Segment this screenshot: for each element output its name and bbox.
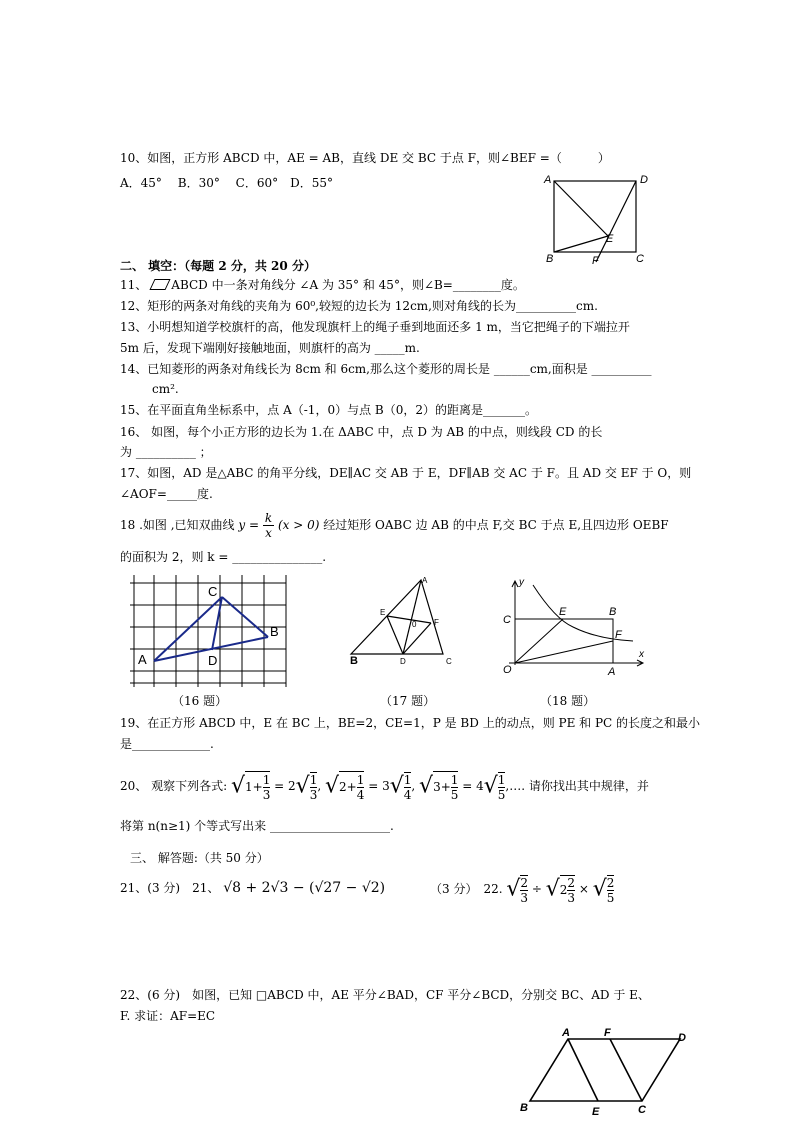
fig18-label-f: F [615, 629, 622, 641]
fig18-label-b: B [609, 606, 617, 618]
fig18-label-a: A [608, 666, 616, 678]
fig16-label-c: C [208, 584, 218, 599]
q22-label-b: B [520, 1102, 528, 1114]
q16-line2: 为 __________ ； [120, 445, 212, 459]
q21-prefix: 21、(3 分) 21、 [120, 881, 220, 895]
q18-post: 经过矩形 OABC 边 AB 的中点 F,交 BC 于点 E,且四边形 OEBF [323, 518, 669, 532]
q22-prefix: （3 分） 22. [430, 882, 503, 896]
q20-eq1: √1+ $\frac{1}{3}$ = 2√ $\frac{1}{3}$ , [230, 772, 322, 803]
q20-eq2-a: 2 [339, 780, 347, 795]
q14-line2: cm². [152, 382, 179, 396]
caption-17: （17 题） [380, 694, 436, 708]
q20-line2: 将第 n(n≥1) 个等式写出来 ____________________. [120, 819, 394, 833]
q21-expr: √8 + 2√3 − (√27 − √2) [223, 880, 386, 896]
fig18-label-x: x [639, 649, 644, 660]
q20-eq1-coef: 2 [288, 779, 296, 794]
q14-line1: 14、已知菱形的两条对角线长为 8cm 和 6cm,那么这个菱形的周长是 ______cm,面积是 __________ [120, 362, 652, 376]
fig17-label-f: F [434, 618, 439, 627]
caption-18: （18 题） [540, 694, 596, 708]
fig18-label-y: y [519, 577, 524, 588]
fig17-label-c: C [446, 657, 452, 666]
q22-figure [510, 1025, 690, 1120]
q18-num: k [264, 511, 273, 525]
q15: 15、在平面直角坐标系中，点 A（-1，0）与点 B（0，2）的距离是_______。 [120, 403, 537, 417]
fig17-label-b: B [350, 655, 358, 667]
q20-eq2-num: 1 [356, 773, 365, 788]
q13-line2: 5m 后，发现下端刚好接触地面，则旗杆的高为 _____m. [120, 341, 420, 355]
q19-line1: 19、在正方形 ABCD 中，E 在 BC 上，BE=2，CE=1，P 是 BD 上的动点，则 PE 和 PC 的长度之和最小 [120, 716, 701, 730]
q20-eq2-den: 4 [356, 788, 365, 803]
q20-suffix: ,…. 请你找出其中规律，并 [505, 779, 649, 793]
fig16-label-d: D [208, 653, 218, 668]
fig17-label-d: D [400, 657, 406, 666]
q20-eq2-coef: 3 [382, 779, 390, 794]
q20-eq1-num: 1 [262, 773, 271, 788]
q11 [120, 277, 525, 293]
q10-label-b: B [546, 253, 554, 265]
q10-label-d: D [640, 174, 648, 186]
q22-label-f: F [604, 1027, 611, 1039]
q22-label-a: A [562, 1027, 570, 1039]
q20-eq3-a: 3 [433, 780, 441, 795]
q20-eq1-rnum: 1 [309, 772, 318, 787]
q20-line1 [120, 768, 649, 804]
q20-eq3-num: 1 [450, 773, 459, 788]
q11-text: ABCD 中一条对角线分 ∠A 为 35° 和 45°，则∠B=________度。 [171, 278, 525, 292]
q22-f2d: 3 [567, 890, 576, 905]
fig16 [130, 575, 290, 690]
q10-options: A．45° B．30° C．60° D．55° [120, 176, 333, 190]
q18-line2: 的面积为 2，则 k = _______________. [120, 550, 327, 564]
q22-f3n: 2 [606, 875, 615, 890]
q10-label-e: E [606, 233, 614, 245]
q17-line2: ∠AOF=_____度. [120, 487, 213, 501]
q20-eq1-rden: 3 [309, 787, 318, 802]
caption-16: （16 题） [172, 694, 228, 708]
q22-label-e: E [592, 1106, 600, 1118]
fig16-label-b: B [270, 624, 279, 639]
q10-figure [540, 170, 660, 270]
fig18-label-c: C [503, 614, 511, 626]
q10-text: 10、如图，正方形 ABCD 中，AE = AB，直线 DE 交 BC 于点 F，则∠BEF =（ ） [120, 151, 610, 165]
q22-f1n: 2 [520, 875, 529, 890]
q20-eq3-rnum: 1 [497, 772, 506, 787]
q10-label-a: A [544, 174, 552, 186]
fig18-label-e: E [559, 606, 567, 618]
q19-line2: 是_____________. [120, 737, 214, 751]
q18-formula-y: y = [238, 518, 260, 532]
q10-label-c: C [636, 253, 644, 265]
q20-eq3-coef: 4 [476, 779, 484, 794]
q20-eq2-rnum: 1 [403, 772, 412, 787]
q18-cond: (x > 0) [277, 518, 320, 532]
q18-fraction [263, 511, 274, 540]
q18-den: x [265, 526, 272, 540]
q18-pre: 18 .如图 ,已知双曲线 [120, 518, 235, 532]
section3-heading: 三、 解答题:（共 50 分） [130, 851, 269, 865]
q20-eq1-a: 1 [245, 780, 253, 795]
q20-eq1-den: 3 [262, 788, 271, 803]
q20-eq3-rden: 5 [497, 787, 506, 802]
fig18-label-o: O [503, 664, 512, 676]
q18-line1 [120, 508, 669, 542]
fig17 [345, 575, 465, 670]
section2-heading: 二、 填空：（每题 2 分，共 20 分） [120, 259, 316, 273]
q22-f2n: 2 [567, 875, 576, 890]
q17-line1: 17、如图，AD 是△ABC 的角平分线，DE∥AC 交 AB 于 E，DF∥AB 交 AC 于 F。且 AD 交 EF 于 O，则 [120, 466, 692, 480]
q20-eq2: √2+ $\frac{1}{4}$ = 3√ $\frac{1}{4}$ , [325, 772, 416, 803]
parallelogram-icon [150, 279, 171, 290]
q12: 12、矩形的两条对角线的夹角为 60⁰,较短的边长为 12cm,则对角线的长为__________cm. [120, 299, 598, 313]
fig17-label-a: A [422, 576, 428, 585]
fig17-label-o: 0 [412, 620, 417, 629]
q20-eq2-rden: 4 [403, 787, 412, 802]
q22-label-d: D [678, 1032, 686, 1044]
q22-line1: 22、(6 分) 如图，已知 □ABCD 中，AE 平分∠BAD，CF 平分∠BCD，分别交 BC、AD 于 E、 [120, 988, 650, 1002]
fig17-label-e: E [380, 608, 386, 617]
q22-line2: F. 求证：AF=EC [120, 1009, 216, 1023]
q16-line1: 16、 如图，每个小正方形的边长为 1.在 ΔABC 中，点 D 为 AB 的中点，则线段 CD 的长 [120, 425, 603, 439]
q20-prefix: 20、 观察下列各式: [120, 779, 228, 793]
fig18 [495, 575, 655, 680]
q22-label-c: C [638, 1104, 646, 1116]
q22-f3d: 5 [606, 890, 615, 905]
q10-label-f: F [592, 255, 599, 267]
q22-expr-line: （3 分） 22. √ $\frac{2}{3}$ ÷ √2 $\frac{2}{3}$ × √ $\frac{2}{5}$ [430, 875, 615, 905]
q11-prefix: 11、 [120, 278, 148, 292]
q22-mid: 2 [559, 882, 568, 897]
q20-eq3-den: 5 [450, 788, 459, 803]
q22-f1d: 3 [520, 890, 529, 905]
fig16-label-a: A [138, 652, 147, 667]
q20-eq3: √3+ $\frac{1}{5}$ = 4√ $\frac{1}{5}$ [419, 772, 506, 803]
q21-line [120, 873, 385, 913]
q13-line1: 13、小明想知道学校旗杆的高，他发现旗杆上的绳子垂到地面还多 1 m，当它把绳子的下端拉开 [120, 320, 630, 334]
